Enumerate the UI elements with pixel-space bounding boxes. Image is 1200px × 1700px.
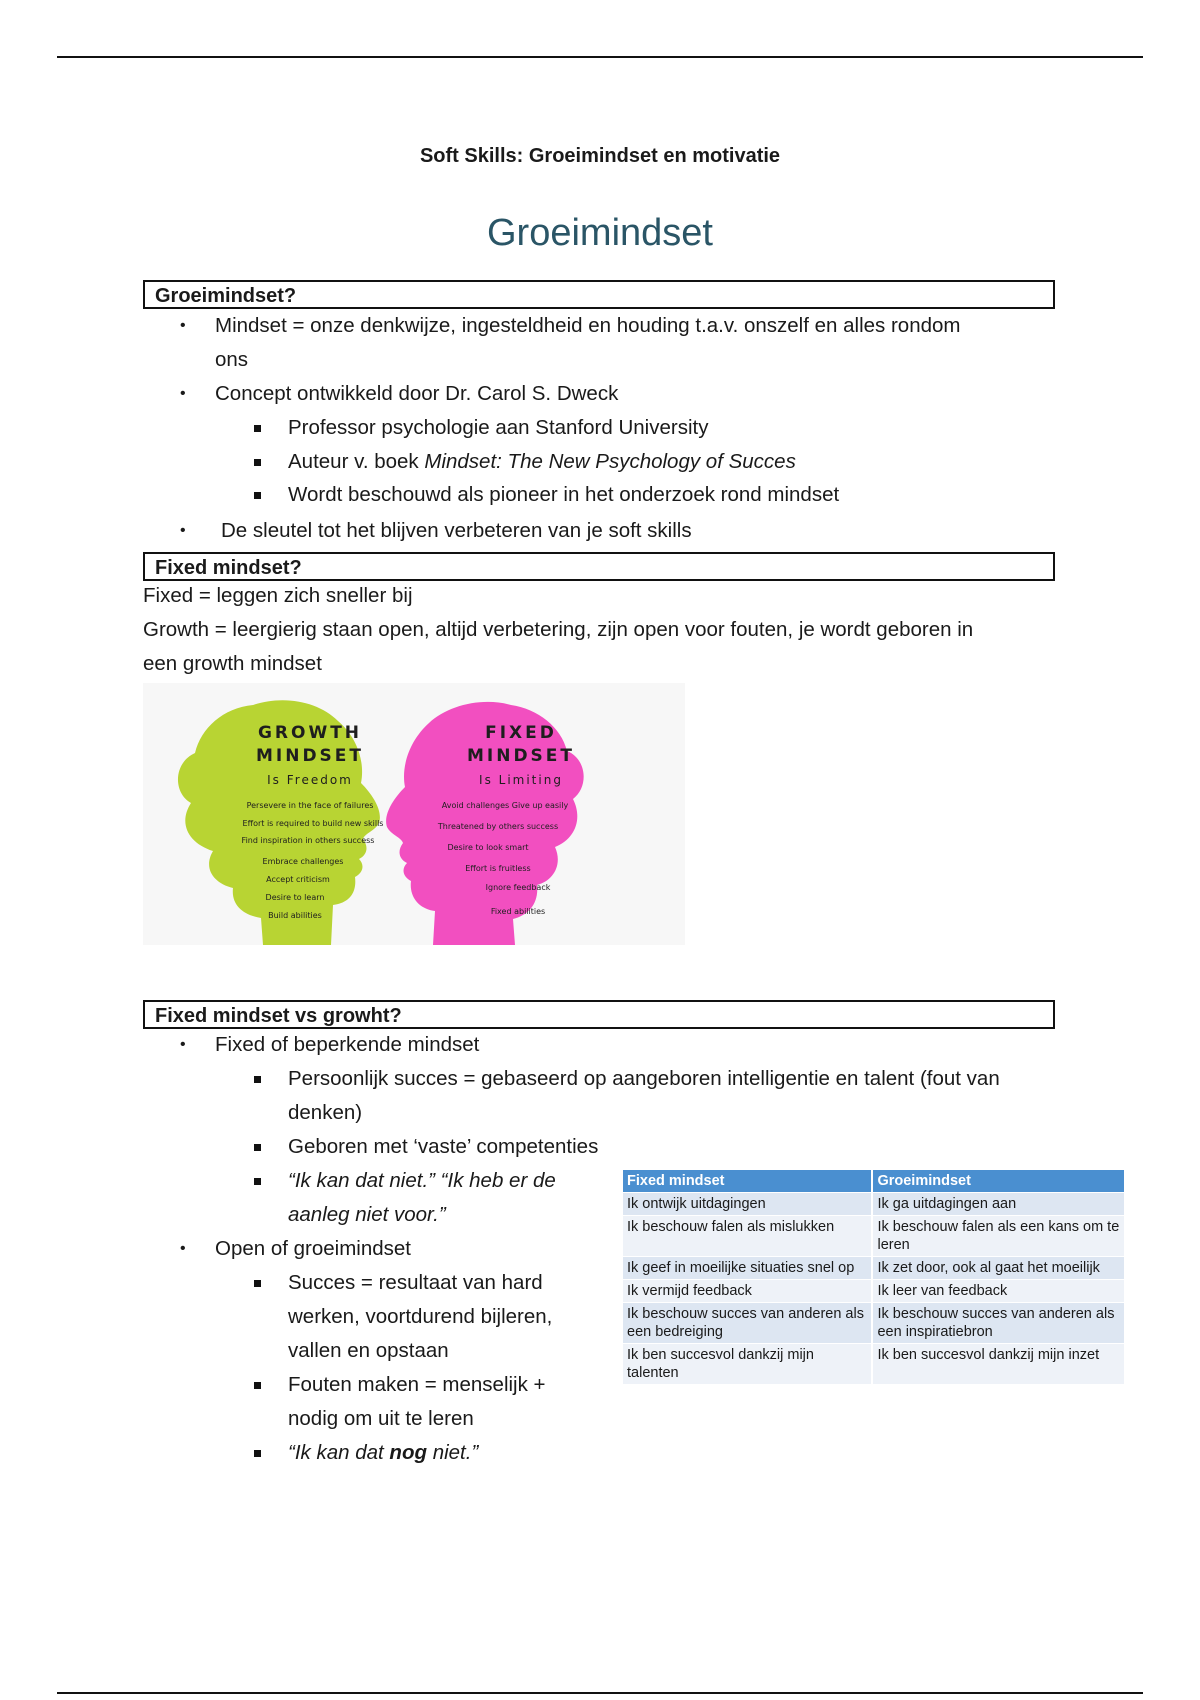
growth-item: Effort is required to build new skills [242, 819, 384, 828]
bottom-rule [57, 1692, 1143, 1694]
book-title: Mindset: The New Psychology of Succes [424, 450, 796, 473]
fixed-title1: FIXED [485, 723, 557, 743]
s3-sub6-post: niet.” [427, 1441, 479, 1464]
table-header-fixed: Fixed mindset [623, 1170, 872, 1193]
fixed-item: Desire to look smart [447, 843, 529, 852]
s3-sub1-line1: Persoonlijk succes = gebaseerd op aangeboren intelligentie en talent (fout van [288, 1067, 1000, 1090]
table-cell: Ik beschouw falen als een kans om te leren [872, 1216, 1125, 1257]
table-cell: Ik geef in moeilijke situaties snel op [623, 1257, 872, 1280]
s3-bullet1: Fixed of beperkende mindset [215, 1033, 480, 1056]
square-bullet [254, 1178, 261, 1185]
s3-sub4-line3: vallen en opstaan [288, 1339, 449, 1362]
square-bullet [254, 1076, 261, 1083]
fixed-definition: Fixed = leggen zich sneller bij [143, 584, 413, 607]
s3-sub6-bold: nog [389, 1441, 427, 1464]
s3-sub5-line2: nodig om uit te leren [288, 1407, 474, 1430]
growth-definition-line1: Growth = leergierig staan open, altijd verbetering, zijn open voor fouten, je wordt geboren in [143, 618, 974, 641]
table-cell: Ik beschouw falen als mislukken [623, 1216, 872, 1257]
table-row [623, 1193, 1125, 1216]
fixed-title2: MINDSET [466, 746, 576, 766]
s3-sub4-line2: werken, voortdurend bijleren, [288, 1305, 553, 1328]
table-row [623, 1257, 1125, 1280]
s1-bullet2: Concept ontwikkeld door Dr. Carol S. Dweck [215, 382, 619, 405]
fixed-subtitle: Is Limiting [479, 773, 563, 787]
s3-sub1-line2: denken) [288, 1101, 363, 1124]
square-bullet [254, 459, 261, 466]
growth-item: Build abilities [268, 911, 322, 920]
bullet-dot: • [180, 522, 186, 539]
table-cell: Ik ontwijk uitdagingen [623, 1193, 872, 1216]
growth-title1: GROWTH [257, 723, 363, 743]
table-cell: Ik vermijd feedback [623, 1280, 872, 1303]
table-row [623, 1344, 1125, 1385]
mindset-comparison-table [623, 1170, 1126, 1384]
square-bullet [254, 1280, 261, 1287]
fixed-item: Threatened by others success [437, 822, 559, 831]
bullet-dot: • [180, 1036, 186, 1053]
fixed-item: Fixed abilities [490, 907, 546, 916]
square-bullet [254, 425, 261, 432]
s3-sub2: Geboren met ‘vaste’ competenties [288, 1135, 599, 1158]
table-row [623, 1303, 1125, 1344]
s1-sub1: Professor psychologie aan Stanford University [288, 416, 709, 439]
bullet-dot: • [180, 1240, 186, 1257]
top-rule [57, 56, 1143, 58]
bullet-dot: • [180, 385, 186, 402]
square-bullet [254, 1450, 261, 1457]
square-bullet [254, 492, 261, 499]
table-header-row [623, 1170, 1125, 1193]
square-bullet [254, 1382, 261, 1389]
table-cell: Ik ben succesvol dankzij mijn talenten [623, 1344, 872, 1385]
growth-title2: MINDSET [255, 746, 365, 766]
growth-item: Accept criticism [266, 875, 330, 884]
table-row [623, 1216, 1125, 1257]
growth-item: Desire to learn [265, 893, 325, 902]
table-cell: Ik beschouw succes van anderen als een bedreiging [623, 1303, 872, 1344]
mindset-heads-illustration [143, 683, 685, 945]
table-cell: Ik leer van feedback [872, 1280, 1125, 1303]
square-bullet [254, 1144, 261, 1151]
s3-sub5-line1: Fouten maken = menselijk + [288, 1373, 546, 1396]
s3-sub4-line1: Succes = resultaat van hard [288, 1271, 543, 1294]
s3-bullet2: Open of groeimindset [215, 1237, 412, 1260]
table-row [623, 1280, 1125, 1303]
section-fixed-mindset-heading: Fixed mindset? [143, 552, 1055, 581]
s1-bullet3: De sleutel tot het blijven verbeteren van je soft skills [221, 519, 692, 542]
s3-sub6-pre: “Ik kan dat [288, 1441, 390, 1464]
growth-definition-line2: een growth mindset [143, 652, 322, 675]
growth-item: Persevere in the face of failures [246, 801, 374, 810]
s1-bullet1-line2: ons [215, 348, 249, 371]
fixed-item: Effort is fruitless [465, 864, 531, 873]
table-cell: Ik ben succesvol dankzij mijn inzet [872, 1344, 1125, 1385]
section-groeimindset-heading: Groeimindset? [143, 280, 1055, 309]
page-heading: Groeimindset [487, 212, 713, 254]
s1-sub3: Wordt beschouwd als pioneer in het onderzoek rond mindset [288, 483, 840, 506]
s1-sub2-prefix: Auteur v. boek [288, 450, 425, 473]
growth-item: Find inspiration in others success [241, 836, 375, 845]
fixed-item: Avoid challenges Give up easily [441, 801, 569, 810]
s1-sub2 [288, 445, 796, 479]
s1-bullet1-line1: Mindset = onze denkwijze, ingesteldheid en houding t.a.v. onszelf en alles rondom [215, 314, 961, 337]
table-cell: Ik beschouw succes van anderen als een inspiratiebron [872, 1303, 1125, 1344]
s3-sub3-line2: aanleg niet voor.” [288, 1203, 446, 1226]
s3-sub3-line1: “Ik kan dat niet.” “Ik heb er de [288, 1169, 556, 1192]
growth-subtitle: Is Freedom [267, 773, 353, 787]
table-header-growth: Groeimindset [872, 1170, 1125, 1193]
table-cell: Ik ga uitdagingen aan [872, 1193, 1125, 1216]
mindset-heads-svg [143, 683, 685, 945]
growth-item: Embrace challenges [262, 857, 344, 866]
fixed-item: Ignore feedback [485, 883, 551, 892]
table-cell: Ik zet door, ook al gaat het moeilijk [872, 1257, 1125, 1280]
document-title: Soft Skills: Groeimindset en motivatie [419, 145, 781, 167]
section-fixed-vs-growth-heading: Fixed mindset vs growht? [143, 1000, 1055, 1029]
bullet-dot: • [180, 317, 186, 334]
s3-sub6 [288, 1436, 478, 1470]
